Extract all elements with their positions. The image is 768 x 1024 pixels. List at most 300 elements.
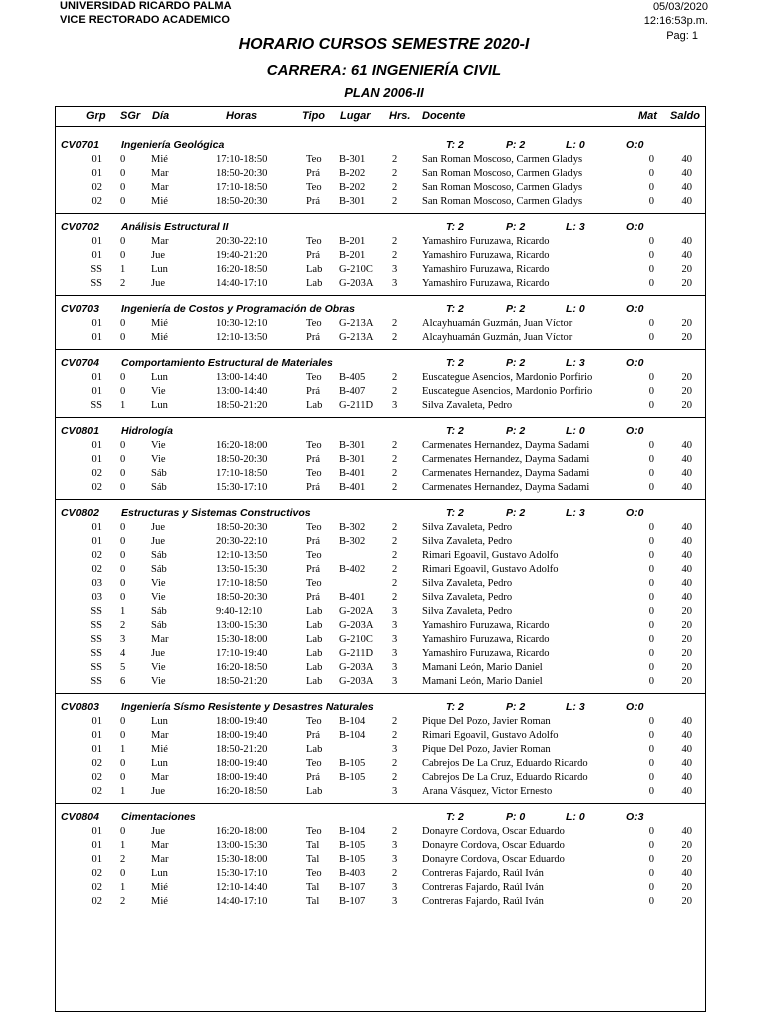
cell-mat: 0 xyxy=(648,482,654,493)
cell-grp: 02 xyxy=(91,772,102,783)
cell-hrs: 2 xyxy=(392,236,398,247)
cell-tipo: Tal xyxy=(306,854,320,865)
course-theory-hours: T: 2 xyxy=(446,357,464,369)
cell-saldo: 40 xyxy=(681,826,692,837)
cell-lugar: G-203A xyxy=(339,620,374,631)
cell-mat: 0 xyxy=(648,648,654,659)
cell-grp: 02 xyxy=(91,896,102,907)
cell-lugar: B-407 xyxy=(339,386,366,397)
table-row xyxy=(56,633,705,647)
cell-grp: 03 xyxy=(91,578,102,589)
cell-hrs: 3 xyxy=(392,606,398,617)
course-lab-hours: L: 0 xyxy=(566,303,585,315)
course-other-hours: O:0 xyxy=(626,303,644,315)
cell-tipo: Prá xyxy=(306,454,320,465)
cell-hrs: 2 xyxy=(392,482,398,493)
cell-horas: 13:50-15:30 xyxy=(216,564,268,575)
career-title: CARRERA: 61 INGENIERÍA CIVIL xyxy=(266,62,502,79)
cell-docente: San Roman Moscoso, Carmen Gladys xyxy=(422,182,583,193)
cell-mat: 0 xyxy=(648,196,654,207)
cell-mat: 0 xyxy=(648,522,654,533)
cell-saldo: 40 xyxy=(681,168,692,179)
department-name: VICE RECTORADO ACADEMICO xyxy=(60,14,230,26)
cell-grp: SS xyxy=(90,264,102,275)
cell-mat: 0 xyxy=(648,578,654,589)
cell-grp: 03 xyxy=(91,592,102,603)
table-row xyxy=(56,439,705,453)
cell-docente: Yamashiro Furuzawa, Ricardo xyxy=(422,278,550,289)
cell-lugar: G-203A xyxy=(339,662,374,673)
table-row xyxy=(56,895,705,909)
cell-dia: Lun xyxy=(151,400,168,411)
cell-lugar: G-213A xyxy=(339,332,374,343)
cell-lugar: B-104 xyxy=(339,826,366,837)
cell-docente: Carmenates Hernandez, Dayma Sadami xyxy=(422,468,590,479)
cell-horas: 18:50-21:20 xyxy=(216,744,268,755)
table-row xyxy=(56,249,705,263)
course-name: Cimentaciones xyxy=(121,811,196,823)
cell-docente: Cabrejos De La Cruz, Eduardo Ricardo xyxy=(422,772,588,783)
cell-dia: Lun xyxy=(151,868,168,879)
table-row xyxy=(56,605,705,619)
cell-docente: Yamashiro Furuzawa, Ricardo xyxy=(422,648,550,659)
cell-grp: 01 xyxy=(91,744,102,755)
table-row xyxy=(56,371,705,385)
course-other-hours: O:0 xyxy=(626,701,644,713)
course-code: CV0801 xyxy=(61,425,99,437)
table-row xyxy=(56,277,705,291)
cell-sgr: 1 xyxy=(120,786,126,797)
cell-lugar: B-301 xyxy=(339,196,366,207)
course-name: Ingeniería de Costos y Programación de Obras xyxy=(121,303,355,315)
cell-tipo: Prá xyxy=(306,196,320,207)
cell-lugar: B-105 xyxy=(339,772,366,783)
cell-lugar: B-107 xyxy=(339,882,366,893)
cell-saldo: 20 xyxy=(681,854,692,865)
cell-docente: Silva Zavaleta, Pedro xyxy=(422,592,513,603)
cell-lugar: G-202A xyxy=(339,606,374,617)
cell-lugar: B-202 xyxy=(339,182,366,193)
cell-hrs: 2 xyxy=(392,564,398,575)
cell-sgr: 0 xyxy=(120,454,126,465)
cell-dia: Mar xyxy=(151,634,169,645)
cell-mat: 0 xyxy=(648,592,654,603)
cell-hrs: 2 xyxy=(392,550,398,561)
cell-horas: 18:50-20:30 xyxy=(216,196,268,207)
course-theory-hours: T: 2 xyxy=(446,139,464,151)
cell-saldo: 40 xyxy=(681,536,692,547)
cell-mat: 0 xyxy=(648,372,654,383)
cell-grp: 01 xyxy=(91,318,102,329)
cell-tipo: Prá xyxy=(306,592,320,603)
cell-grp: 01 xyxy=(91,716,102,727)
cell-horas: 13:00-15:30 xyxy=(216,840,268,851)
cell-saldo: 20 xyxy=(681,264,692,275)
cell-tipo: Prá xyxy=(306,482,320,493)
table-row xyxy=(56,549,705,563)
course-header xyxy=(56,218,705,235)
cell-docente: Carmenates Hernandez, Dayma Sadami xyxy=(422,454,590,465)
cell-mat: 0 xyxy=(648,840,654,851)
cell-dia: Jue xyxy=(151,786,165,797)
cell-horas: 18:00-19:40 xyxy=(216,730,268,741)
cell-horas: 12:10-13:50 xyxy=(216,332,268,343)
cell-horas: 13:00-15:30 xyxy=(216,620,268,631)
cell-saldo: 20 xyxy=(681,840,692,851)
cell-saldo: 40 xyxy=(681,786,692,797)
table-row xyxy=(56,467,705,481)
cell-docente: Rimari Egoavil, Gustavo Adolfo xyxy=(422,730,559,741)
cell-sgr: 0 xyxy=(120,440,126,451)
cell-sgr: 1 xyxy=(120,744,126,755)
cell-grp: 02 xyxy=(91,868,102,879)
cell-horas: 13:00-14:40 xyxy=(216,386,268,397)
cell-hrs: 2 xyxy=(392,730,398,741)
cell-sgr: 0 xyxy=(120,758,126,769)
cell-docente: Silva Zavaleta, Pedro xyxy=(422,522,513,533)
cell-lugar: G-211D xyxy=(339,400,374,411)
cell-grp: 02 xyxy=(91,468,102,479)
cell-docente: Yamashiro Furuzawa, Ricardo xyxy=(422,620,550,631)
course-section xyxy=(56,349,705,413)
cell-mat: 0 xyxy=(648,676,654,687)
cell-docente: Carmenates Hernandez, Dayma Sadami xyxy=(422,440,590,451)
cell-grp: 01 xyxy=(91,236,102,247)
cell-dia: Sáb xyxy=(151,468,167,479)
cell-hrs: 2 xyxy=(392,758,398,769)
cell-hrs: 2 xyxy=(392,592,398,603)
cell-grp: 01 xyxy=(91,168,102,179)
cell-grp: 01 xyxy=(91,440,102,451)
course-theory-hours: T: 2 xyxy=(446,425,464,437)
cell-dia: Mar xyxy=(151,772,169,783)
cell-tipo: Tal xyxy=(306,840,320,851)
cell-horas: 13:00-14:40 xyxy=(216,372,268,383)
cell-tipo: Teo xyxy=(306,236,322,247)
cell-saldo: 20 xyxy=(681,676,692,687)
table-row xyxy=(56,535,705,549)
course-name: Hidrología xyxy=(121,425,173,437)
cell-horas: 18:00-19:40 xyxy=(216,758,268,769)
cell-tipo: Lab xyxy=(306,400,323,411)
table-row xyxy=(56,729,705,743)
cell-tipo: Lab xyxy=(306,662,323,673)
cell-hrs: 3 xyxy=(392,264,398,275)
cell-saldo: 20 xyxy=(681,278,692,289)
cell-horas: 15:30-17:10 xyxy=(216,868,268,879)
course-section xyxy=(56,213,705,291)
cell-hrs: 2 xyxy=(392,536,398,547)
cell-grp: 01 xyxy=(91,536,102,547)
cell-sgr: 1 xyxy=(120,840,126,851)
table-row xyxy=(56,867,705,881)
cell-dia: Vie xyxy=(151,592,166,603)
col-grp: Grp xyxy=(86,110,106,122)
cell-lugar: B-104 xyxy=(339,716,366,727)
cell-docente: Contreras Fajardo, Raúl Iván xyxy=(422,882,544,893)
cell-saldo: 20 xyxy=(681,400,692,411)
course-lab-hours: L: 0 xyxy=(566,811,585,823)
cell-hrs: 3 xyxy=(392,786,398,797)
table-row xyxy=(56,715,705,729)
cell-docente: Yamashiro Furuzawa, Ricardo xyxy=(422,250,550,261)
cell-saldo: 40 xyxy=(681,182,692,193)
cell-dia: Mié xyxy=(151,196,168,207)
cell-mat: 0 xyxy=(648,278,654,289)
cell-mat: 0 xyxy=(648,536,654,547)
cell-hrs: 3 xyxy=(392,278,398,289)
cell-grp: SS xyxy=(90,606,102,617)
cell-tipo: Teo xyxy=(306,826,322,837)
cell-sgr: 0 xyxy=(120,564,126,575)
cell-grp: 01 xyxy=(91,386,102,397)
cell-tipo: Prá xyxy=(306,386,320,397)
cell-docente: Alcayhuamán Guzmán, Juan Víctor xyxy=(422,318,573,329)
cell-docente: Mamani León, Mario Daniel xyxy=(422,676,543,687)
cell-horas: 16:20-18:50 xyxy=(216,662,268,673)
cell-dia: Mar xyxy=(151,182,169,193)
cell-hrs: 2 xyxy=(392,182,398,193)
table-row xyxy=(56,153,705,167)
cell-lugar: B-301 xyxy=(339,454,366,465)
cell-sgr: 2 xyxy=(120,620,126,631)
cell-hrs: 2 xyxy=(392,826,398,837)
cell-grp: 02 xyxy=(91,882,102,893)
table-row xyxy=(56,853,705,867)
table-row xyxy=(56,563,705,577)
cell-mat: 0 xyxy=(648,826,654,837)
cell-tipo: Tal xyxy=(306,896,320,907)
cell-dia: Mar xyxy=(151,854,169,865)
cell-hrs: 2 xyxy=(392,386,398,397)
cell-dia: Mar xyxy=(151,236,169,247)
course-lab-hours: L: 3 xyxy=(566,357,585,369)
cell-dia: Jue xyxy=(151,250,165,261)
cell-sgr: 0 xyxy=(120,372,126,383)
cell-grp: 01 xyxy=(91,730,102,741)
cell-mat: 0 xyxy=(648,758,654,769)
cell-mat: 0 xyxy=(648,564,654,575)
cell-hrs: 3 xyxy=(392,648,398,659)
cell-lugar: B-107 xyxy=(339,896,366,907)
cell-horas: 16:20-18:50 xyxy=(216,786,268,797)
cell-sgr: 0 xyxy=(120,318,126,329)
table-row xyxy=(56,743,705,757)
cell-sgr: 0 xyxy=(120,716,126,727)
cell-hrs: 3 xyxy=(392,896,398,907)
cell-tipo: Lab xyxy=(306,634,323,645)
col-horas: Horas xyxy=(226,110,258,122)
cell-lugar: G-210C xyxy=(339,264,373,275)
cell-horas: 18:00-19:40 xyxy=(216,716,268,727)
col-saldo: Saldo xyxy=(670,110,700,122)
cell-grp: 02 xyxy=(91,564,102,575)
cell-saldo: 20 xyxy=(681,662,692,673)
cell-saldo: 40 xyxy=(681,236,692,247)
course-practice-hours: P: 2 xyxy=(506,357,526,369)
cell-sgr: 1 xyxy=(120,400,126,411)
cell-hrs: 2 xyxy=(392,168,398,179)
cell-dia: Mié xyxy=(151,896,168,907)
cell-hrs: 3 xyxy=(392,620,398,631)
cell-mat: 0 xyxy=(648,250,654,261)
cell-docente: Silva Zavaleta, Pedro xyxy=(422,536,513,547)
cell-tipo: Lab xyxy=(306,264,323,275)
cell-dia: Sáb xyxy=(151,564,167,575)
cell-dia: Lun xyxy=(151,264,168,275)
cell-lugar: B-201 xyxy=(339,236,366,247)
cell-horas: 17:10-19:40 xyxy=(216,648,268,659)
cell-docente: Donayre Cordova, Oscar Eduardo xyxy=(422,854,565,865)
cell-tipo: Teo xyxy=(306,154,322,165)
course-section xyxy=(56,693,705,799)
page-number: Pag: 1 xyxy=(666,30,698,42)
cell-horas: 18:50-21:20 xyxy=(216,676,268,687)
cell-tipo: Lab xyxy=(306,278,323,289)
cell-hrs: 2 xyxy=(392,372,398,383)
cell-sgr: 6 xyxy=(120,676,126,687)
cell-hrs: 2 xyxy=(392,250,398,261)
cell-grp: 01 xyxy=(91,250,102,261)
cell-hrs: 2 xyxy=(392,196,398,207)
cell-lugar: B-302 xyxy=(339,522,366,533)
cell-grp: 01 xyxy=(91,454,102,465)
cell-sgr: 1 xyxy=(120,882,126,893)
cell-docente: Carmenates Hernandez, Dayma Sadami xyxy=(422,482,590,493)
cell-mat: 0 xyxy=(648,896,654,907)
report-datetime xyxy=(644,0,708,28)
course-lab-hours: L: 0 xyxy=(566,425,585,437)
course-other-hours: O:3 xyxy=(626,811,644,823)
table-row xyxy=(56,481,705,495)
cell-dia: Vie xyxy=(151,386,166,397)
cell-mat: 0 xyxy=(648,182,654,193)
course-name: Estructuras y Sistemas Constructivos xyxy=(121,507,311,519)
cell-tipo: Teo xyxy=(306,868,322,879)
course-practice-hours: P: 2 xyxy=(506,701,526,713)
cell-docente: Donayre Cordova, Oscar Eduardo xyxy=(422,826,565,837)
cell-saldo: 20 xyxy=(681,332,692,343)
cell-dia: Vie xyxy=(151,676,166,687)
cell-horas: 18:50-20:30 xyxy=(216,522,268,533)
cell-horas: 17:10-18:50 xyxy=(216,578,268,589)
cell-sgr: 0 xyxy=(120,772,126,783)
cell-dia: Mié xyxy=(151,882,168,893)
cell-hrs: 2 xyxy=(392,716,398,727)
cell-mat: 0 xyxy=(648,620,654,631)
cell-hrs: 3 xyxy=(392,662,398,673)
course-lab-hours: L: 3 xyxy=(566,507,585,519)
cell-horas: 12:10-14:40 xyxy=(216,882,268,893)
cell-tipo: Prá xyxy=(306,730,320,741)
cell-mat: 0 xyxy=(648,854,654,865)
cell-hrs: 3 xyxy=(392,744,398,755)
course-code: CV0701 xyxy=(61,139,99,151)
cell-docente: Contreras Fajardo, Raúl Iván xyxy=(422,896,544,907)
cell-lugar: B-202 xyxy=(339,168,366,179)
course-header xyxy=(56,300,705,317)
course-header xyxy=(56,504,705,521)
cell-horas: 18:50-20:30 xyxy=(216,168,268,179)
cell-docente: Rimari Egoavil, Gustavo Adolfo xyxy=(422,564,559,575)
cell-saldo: 40 xyxy=(681,454,692,465)
course-name: Ingeniería Geológica xyxy=(121,139,225,151)
col-lugar: Lugar xyxy=(340,110,371,122)
cell-hrs: 2 xyxy=(392,772,398,783)
table-row xyxy=(56,647,705,661)
cell-sgr: 0 xyxy=(120,182,126,193)
cell-sgr: 0 xyxy=(120,196,126,207)
cell-tipo: Prá xyxy=(306,536,320,547)
course-practice-hours: P: 2 xyxy=(506,303,526,315)
cell-horas: 17:10-18:50 xyxy=(216,182,268,193)
cell-grp: 02 xyxy=(91,182,102,193)
course-theory-hours: T: 2 xyxy=(446,221,464,233)
cell-horas: 18:50-21:20 xyxy=(216,400,268,411)
cell-grp: 02 xyxy=(91,786,102,797)
cell-saldo: 40 xyxy=(681,250,692,261)
cell-sgr: 0 xyxy=(120,386,126,397)
cell-grp: SS xyxy=(90,400,102,411)
cell-mat: 0 xyxy=(648,550,654,561)
cell-grp: 01 xyxy=(91,154,102,165)
cell-saldo: 40 xyxy=(681,522,692,533)
cell-sgr: 0 xyxy=(120,154,126,165)
cell-lugar: G-210C xyxy=(339,634,373,645)
cell-tipo: Teo xyxy=(306,372,322,383)
cell-sgr: 0 xyxy=(120,592,126,603)
cell-docente: San Roman Moscoso, Carmen Gladys xyxy=(422,154,583,165)
cell-mat: 0 xyxy=(648,440,654,451)
cell-lugar: B-105 xyxy=(339,758,366,769)
cell-saldo: 20 xyxy=(681,882,692,893)
cell-sgr: 1 xyxy=(120,606,126,617)
cell-tipo: Teo xyxy=(306,318,322,329)
cell-docente: Silva Zavaleta, Pedro xyxy=(422,606,513,617)
cell-hrs: 3 xyxy=(392,400,398,411)
course-other-hours: O:0 xyxy=(626,507,644,519)
cell-docente: Pique Del Pozo, Javier Roman xyxy=(422,744,551,755)
table-row xyxy=(56,619,705,633)
cell-dia: Mié xyxy=(151,744,168,755)
cell-lugar: B-401 xyxy=(339,482,366,493)
cell-docente: Silva Zavaleta, Pedro xyxy=(422,578,513,589)
cell-docente: Yamashiro Furuzawa, Ricardo xyxy=(422,634,550,645)
cell-sgr: 3 xyxy=(120,634,126,645)
cell-mat: 0 xyxy=(648,744,654,755)
report-date: 05/03/2020 xyxy=(652,1,708,13)
cell-dia: Mié xyxy=(151,318,168,329)
cell-grp: 02 xyxy=(91,550,102,561)
cell-grp: SS xyxy=(90,620,102,631)
cell-mat: 0 xyxy=(648,772,654,783)
cell-docente: San Roman Moscoso, Carmen Gladys xyxy=(422,196,583,207)
course-theory-hours: T: 2 xyxy=(446,507,464,519)
cell-grp: SS xyxy=(90,676,102,687)
cell-dia: Mié xyxy=(151,154,168,165)
cell-dia: Mar xyxy=(151,168,169,179)
table-header xyxy=(56,107,705,127)
course-header xyxy=(56,354,705,371)
course-section xyxy=(56,803,705,909)
plan-title: PLAN 2006-II xyxy=(344,85,424,100)
cell-saldo: 40 xyxy=(681,772,692,783)
cell-lugar: B-201 xyxy=(339,250,366,261)
cell-tipo: Prá xyxy=(306,564,320,575)
cell-sgr: 2 xyxy=(120,854,126,865)
cell-sgr: 0 xyxy=(120,536,126,547)
course-sections xyxy=(56,136,705,909)
